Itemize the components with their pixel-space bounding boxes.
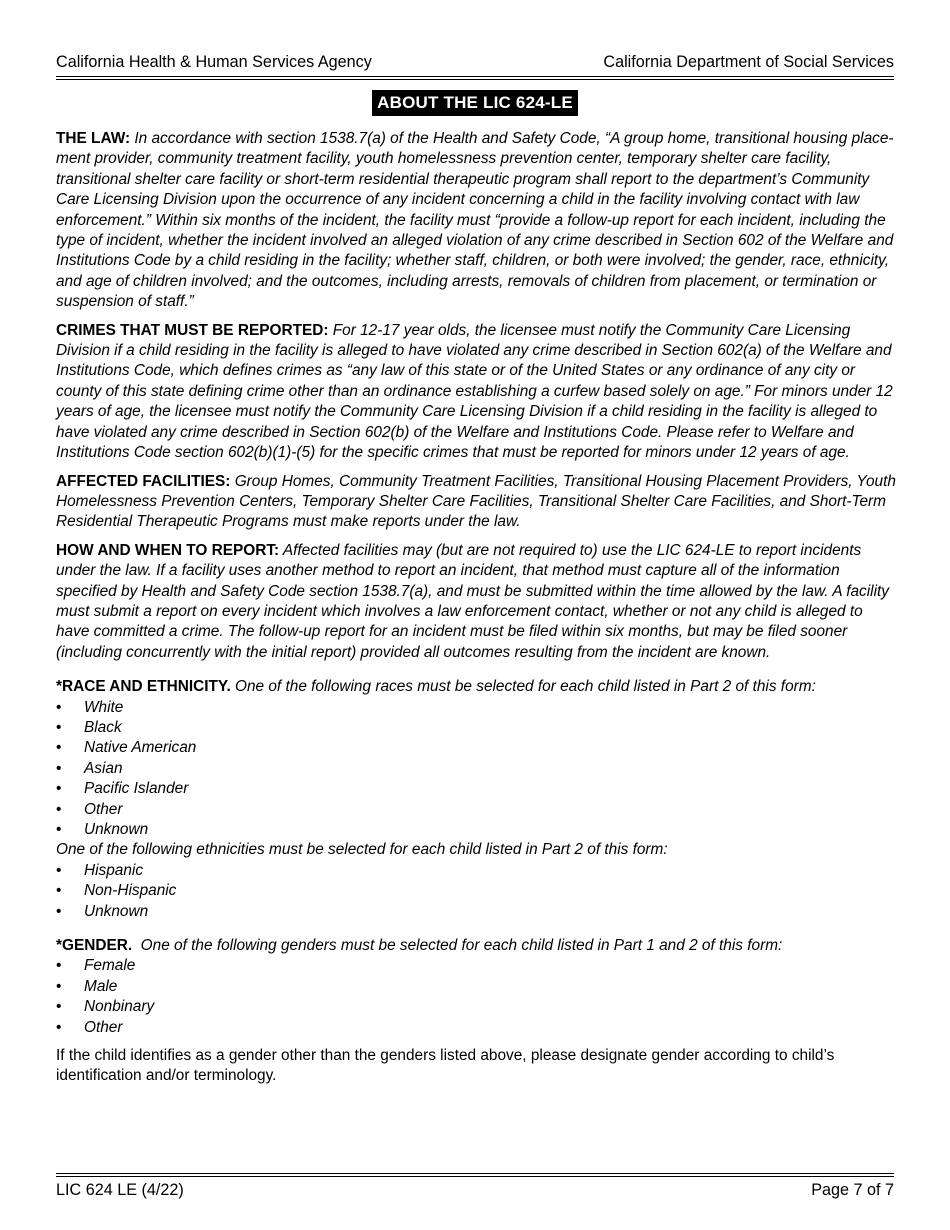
section-text: Affected facilities may (but are not required to) use the LIC 624-LE to report incidents under the law. If a facility uses another method to report an incident, that method must capture all of the information specified by Health and Safety Code section 1538.7(a), and must be submitted within the time allowed by the law. A facility must submit a report on every incident which involves a law enforcement contact, whether or not any child is alleged to have committed a crime. The follow-up report for an incident must be filed within six months, but may be filed sooner (including concurrently with the initial report) provided all outcomes resulting from the incident are known. (56, 541, 889, 661)
bullet: • (56, 780, 62, 798)
list-item: • Hispanic (56, 861, 896, 881)
gender-note: If the child identifies as a gender other than the genders listed above, please designate gender according to child’s identification and/or terminology. (56, 1047, 835, 1085)
header-department: California Department of Social Services (603, 53, 894, 71)
race-list (56, 698, 896, 841)
list-item: • Unknown (56, 902, 896, 922)
page-title: ABOUT THE LIC 624-LE (372, 90, 578, 116)
header-agency: California Health & Human Services Agency (56, 53, 372, 71)
section-text: One of the following races must be selected for each child listed in Part 2 of this form: (230, 678, 816, 696)
race-lead (56, 677, 896, 697)
list-item: • Asian (56, 759, 896, 779)
section-race-ethnicity (56, 677, 896, 922)
section-label: *RACE AND ETHNICITY. (56, 678, 231, 696)
ethnicity-intro: One of the following ethnicities must be selected for each child listed in Part 2 of this form: (56, 841, 668, 859)
page-number: Page 7 of 7 (811, 1181, 894, 1199)
ethnicity-list (56, 861, 896, 922)
gender-list (56, 956, 896, 1038)
bullet: • (56, 882, 62, 900)
section-crimes-reported (56, 321, 896, 464)
bullet: • (56, 977, 62, 995)
bullet: • (56, 902, 62, 920)
bullet: • (56, 800, 62, 818)
header-divider-double (56, 79, 894, 80)
list-item: • Other (56, 1018, 896, 1038)
list-item: • Unknown (56, 820, 896, 840)
list-item: • Nonbinary (56, 997, 896, 1017)
form-number: LIC 624 LE (4/22) (56, 1181, 184, 1199)
bullet: • (56, 739, 62, 757)
section-gender (56, 936, 896, 1087)
bullet: • (56, 861, 62, 879)
bullet: • (56, 821, 62, 838)
section-label: HOW AND WHEN TO REPORT: (56, 541, 280, 559)
footer-divider-double (56, 1176, 894, 1177)
section-text: One of the following genders must be selected for each child listed in Part 1 and 2 of this form: (132, 937, 783, 955)
bullet: • (56, 957, 62, 975)
list-item: • Native American (56, 738, 896, 758)
section-text: In accordance with section 1538.7(a) of the Health and Safety Code, “A group home, transitional housing place- ment provider, community treatment facility, youth homelessness prevention center, temporary shelter care facility, transitional shelter care facility or short-term residential therapeutic program shall report to the department’s Community Care Licensing Division upon the occurrence of any incident concerning a child in the facility involving contact with law enforcement.” Within six months of the incident, the facility must “provide a follow-up report for each incident, including the type of incident, whether the incident involved an alleged violation of any crime described in Section 602 of the Welfare and Institutions Code by a child residing in the facility; whether staff, children, or both were involved; the gender, race, ethnicity, and age of children involved; and the outcomes, including arrests, removals of children from placement, or termination or suspension of staff.” (56, 130, 894, 311)
document-body (56, 129, 896, 1095)
section-affected-facilities (56, 472, 896, 533)
section-label: *GENDER. (56, 937, 133, 955)
footer-divider (56, 1173, 894, 1174)
list-item: • Black (56, 718, 896, 738)
list-item: • Male (56, 977, 896, 997)
bullet: • (56, 1018, 62, 1036)
section-text: For 12-17 year olds, the licensee must notify the Community Care Licensing Division if a child residing in the facility is alleged to have violated any crime described in Section 602(a) of the Welfare and Institutions Code, which defines crimes as “any law of this state or of the United States or any ordinance of any city or county of this state defining crime other than an ordinance establishing a curfew based solely on age.” For minors under 12 years of age, the licensee must notify the Community Care Licensing Division if a child residing in the facility is alleged to have violated any crime described in Section 602(b) of the Welfare and Institutions Code. Please refer to Welfare and Institutions Code section 602(b)(1)-(5) for the specific crimes that must be reported for minors under 12 years of age. (56, 321, 893, 462)
section-label: AFFECTED FACILITIES: (56, 472, 231, 490)
list-item: • Non-Hispanic (56, 881, 896, 901)
section-label: CRIMES THAT MUST BE REPORTED: (56, 321, 329, 339)
bullet: • (56, 718, 62, 736)
gender-lead (56, 936, 896, 956)
bullet: • (56, 698, 62, 716)
page-header (56, 52, 894, 72)
list-item: • Female (56, 956, 896, 976)
bullet: • (56, 759, 62, 777)
list-item: • White (56, 698, 896, 718)
page-footer (56, 1180, 894, 1200)
list-item: • Pacific Islander (56, 779, 896, 799)
list-item: • Other (56, 800, 896, 820)
bullet: • (56, 998, 62, 1016)
section-the-law (56, 129, 896, 313)
header-divider (56, 76, 894, 77)
section-label: THE LAW: (56, 130, 131, 147)
section-how-when-to-report (56, 541, 896, 663)
title-container (56, 90, 894, 116)
section-text: Group Homes, Community Treatment Facilities, Transitional Housing Placement Providers, Youth Homelessness Prevention Centers, Temporary Shelter Care Facilities, Transitional Shelter Care Facilities, and Short-Term Residential Therapeutic Programs must make reports under the law. (56, 472, 896, 531)
